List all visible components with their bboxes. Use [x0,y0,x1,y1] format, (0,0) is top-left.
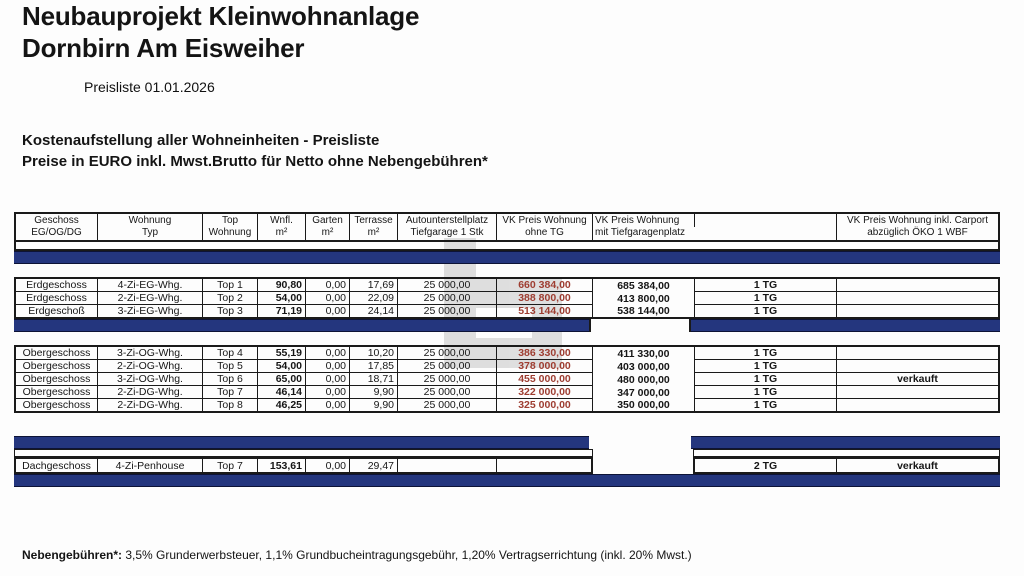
divider-column-gap [589,436,691,449]
cell-garten: 0,00 [306,360,350,373]
cell-tg: 2 TG [695,459,837,472]
cell-geschoss: Obergeschoss [16,373,98,386]
cell-stellplatz: 25 000,00 [398,386,497,399]
footnote-label: Nebengebühren*: [22,548,123,562]
cell-typ: 2-Zi-DG-Whg. [98,399,203,411]
cell-top: Top 8 [203,399,258,411]
cell-status [837,305,998,317]
table-row [14,457,593,474]
section-divider-bar [14,251,1000,264]
cell-wnfl: 55,19 [258,347,306,360]
column-header-wnfl: Wnfl. m² [258,214,306,240]
cell-garten: 0,00 [306,386,350,399]
column-header-autounterstellplatz: Autounterstellplatz Tiefgarage 1 Stk [398,214,497,240]
cell-ohne-tg [497,459,591,472]
cell-status [837,347,998,360]
cell-wnfl: 46,14 [258,386,306,399]
cell-typ: 2-Zi-EG-Whg. [98,292,203,305]
cell-garten: 0,00 [306,373,350,386]
cell-wnfl: 90,80 [258,279,306,292]
cell-wnfl: 153,61 [258,459,306,472]
cell-stellplatz: 25 000,00 [398,399,497,411]
cell-geschoss: Erdgeschoß [16,305,98,317]
column-header-terrasse: Terrasse m² [350,214,398,240]
section-divider-bar [14,474,1000,487]
column-header-wohnung-typ: Wohnung Typ [98,214,203,240]
cell-stellplatz: 25 000,00 [398,305,497,317]
cell-wnfl: 65,00 [258,373,306,386]
cell-ohne-tg: 322 000,00 [497,386,593,399]
cell-geschoss: Erdgeschoss [16,279,98,292]
cell-tg: 1 TG [695,373,837,386]
cell-status: verkauft [897,459,938,472]
cell-status [837,360,998,373]
cell-mit-tg: 403 000,00 [593,360,695,373]
cell-geschoss: Obergeschoss [16,386,98,399]
cell-wnfl: 46,25 [258,399,306,411]
document-subtitle [22,130,488,172]
empty-band-split [14,449,1000,457]
column-header-vk-mit-tg: VK Preis Wohnung mit Tiefgaragenplatz [593,214,837,240]
section-erdgeschoss [14,277,1000,319]
cell-ohne-tg: 378 000,00 [497,360,593,373]
cell-typ: 4-Zi-EG-Whg. [98,279,203,292]
column-header-geschoss: Geschoss EG/OG/DG [16,214,98,240]
cell-wnfl: 54,00 [258,360,306,373]
column-header-top-wohnung: Top Wohnung [203,214,258,240]
cell-top: Top 1 [203,279,258,292]
table-row [693,457,1000,474]
cell-top: Top 5 [203,360,258,373]
cell-status [837,279,998,292]
cell-top: Top 7 [203,459,258,472]
cell-stellplatz: 25 000,00 [398,347,497,360]
cell-tg: 1 TG [695,279,837,292]
cell-ohne-tg: 660 384,00 [497,279,593,292]
cell-stellplatz: 25 000,00 [398,373,497,386]
cell-typ: 3-Zi-EG-Whg. [98,305,203,317]
divider-column-gap [589,319,691,332]
table-row [16,386,998,399]
cell-top: Top 2 [203,292,258,305]
cell-wnfl: 54,00 [258,292,306,305]
cell-garten: 0,00 [306,292,350,305]
cell-top: Top 4 [203,347,258,360]
cell-top: Top 3 [203,305,258,317]
cell-tg: 1 TG [695,386,837,399]
cell-garten: 0,00 [306,399,350,411]
cell-stellplatz [398,459,497,472]
cell-terrasse: 24,14 [350,305,398,317]
title-line2: Dornbirn Am Eisweiher [22,33,305,63]
cell-mit-tg: 411 330,00 [593,347,695,360]
cell-typ: 4-Zi-Penhouse [98,459,203,472]
section-divider-bar [14,436,1000,449]
cell-status: verkauft [837,373,998,386]
table-header-row [14,212,1000,242]
cell-terrasse: 17,69 [350,279,398,292]
table-row [16,373,998,386]
price-table [14,212,1000,487]
cell-tg: 1 TG [695,305,837,317]
cell-mit-tg: 413 800,00 [593,292,695,305]
cell-tg: 1 TG [695,399,837,411]
cell-terrasse: 17,85 [350,360,398,373]
cell-ohne-tg: 386 330,00 [497,347,593,360]
cell-stellplatz: 25 000,00 [398,360,497,373]
cell-top: Top 7 [203,386,258,399]
cell-garten: 0,00 [306,279,350,292]
section-divider-bar [14,319,1000,332]
cell-stellplatz: 25 000,00 [398,292,497,305]
cell-wnfl: 71,19 [258,305,306,317]
section-dachgeschoss [14,457,1000,474]
cell-typ: 3-Zi-OG-Whg. [98,347,203,360]
cell-garten: 0,00 [306,459,350,472]
footnote-text: 3,5% Grunderwerbsteuer, 1,1% Grundbucheintragungsgebühr, 1,20% Vertragserrichtung (inkl. 20% Mwst.) [125,548,692,562]
price-list-date: Preisliste 01.01.2026 [84,79,215,95]
cell-mit-tg: 538 144,00 [593,305,695,317]
cell-garten: 0,00 [306,305,350,317]
cell-geschoss: Obergeschoss [16,399,98,411]
table-row [16,399,998,411]
cell-status [837,386,998,399]
table-row [16,347,998,360]
cell-tg: 1 TG [695,360,837,373]
cell-terrasse: 9,90 [350,386,398,399]
title-line1: Neubauprojekt Kleinwohnanlage [22,1,420,31]
cell-terrasse: 9,90 [350,399,398,411]
cell-terrasse: 18,71 [350,373,398,386]
section-obergeschoss [14,345,1000,413]
cell-geschoss: Dachgeschoss [16,459,98,472]
cell-geschoss: Obergeschoss [16,347,98,360]
subtitle-line2: Preise in EURO inkl. Mwst.Brutto für Netto ohne Nebengebühren* [22,153,488,170]
table-row [16,292,998,305]
column-header-vk-inkl-carport: VK Preis Wohnung inkl. Carport abzüglich ÖKO 1 WBF [847,215,988,238]
table-row [16,279,998,292]
cell-typ: 2-Zi-OG-Whg. [98,360,203,373]
cell-mit-tg: 685 384,00 [593,279,695,292]
table-row [16,305,998,317]
cell-status [837,292,998,305]
cell-ohne-tg: 388 800,00 [497,292,593,305]
cell-typ: 2-Zi-DG-Whg. [98,386,203,399]
document-title [22,0,419,64]
cell-status [837,399,998,411]
cell-ohne-tg: 513 144,00 [497,305,593,317]
cell-typ: 3-Zi-OG-Whg. [98,373,203,386]
empty-band [14,242,1000,251]
cell-mit-tg: 480 000,00 [593,373,695,386]
subtitle-line1: Kostenaufstellung aller Wohneinheiten - Preisliste [22,132,380,149]
cell-mit-tg: 347 000,00 [593,386,695,399]
cell-ohne-tg: 325 000,00 [497,399,593,411]
cell-garten: 0,00 [306,347,350,360]
cell-terrasse: 22,09 [350,292,398,305]
cell-geschoss: Erdgeschoss [16,292,98,305]
table-row [16,360,998,373]
cell-geschoss: Obergeschoss [16,360,98,373]
column-header-garten: Garten m² [306,214,350,240]
cell-mit-tg: 350 000,00 [593,399,695,411]
cell-tg: 1 TG [695,347,837,360]
footnote [22,548,692,562]
cell-stellplatz: 25 000,00 [398,279,497,292]
cell-terrasse: 29,47 [350,459,398,472]
cell-top: Top 6 [203,373,258,386]
cell-ohne-tg: 455 000,00 [497,373,593,386]
cell-terrasse: 10,20 [350,347,398,360]
cell-tg: 1 TG [695,292,837,305]
column-header-vk-ohne-tg: VK Preis Wohnung ohne TG [497,214,593,240]
